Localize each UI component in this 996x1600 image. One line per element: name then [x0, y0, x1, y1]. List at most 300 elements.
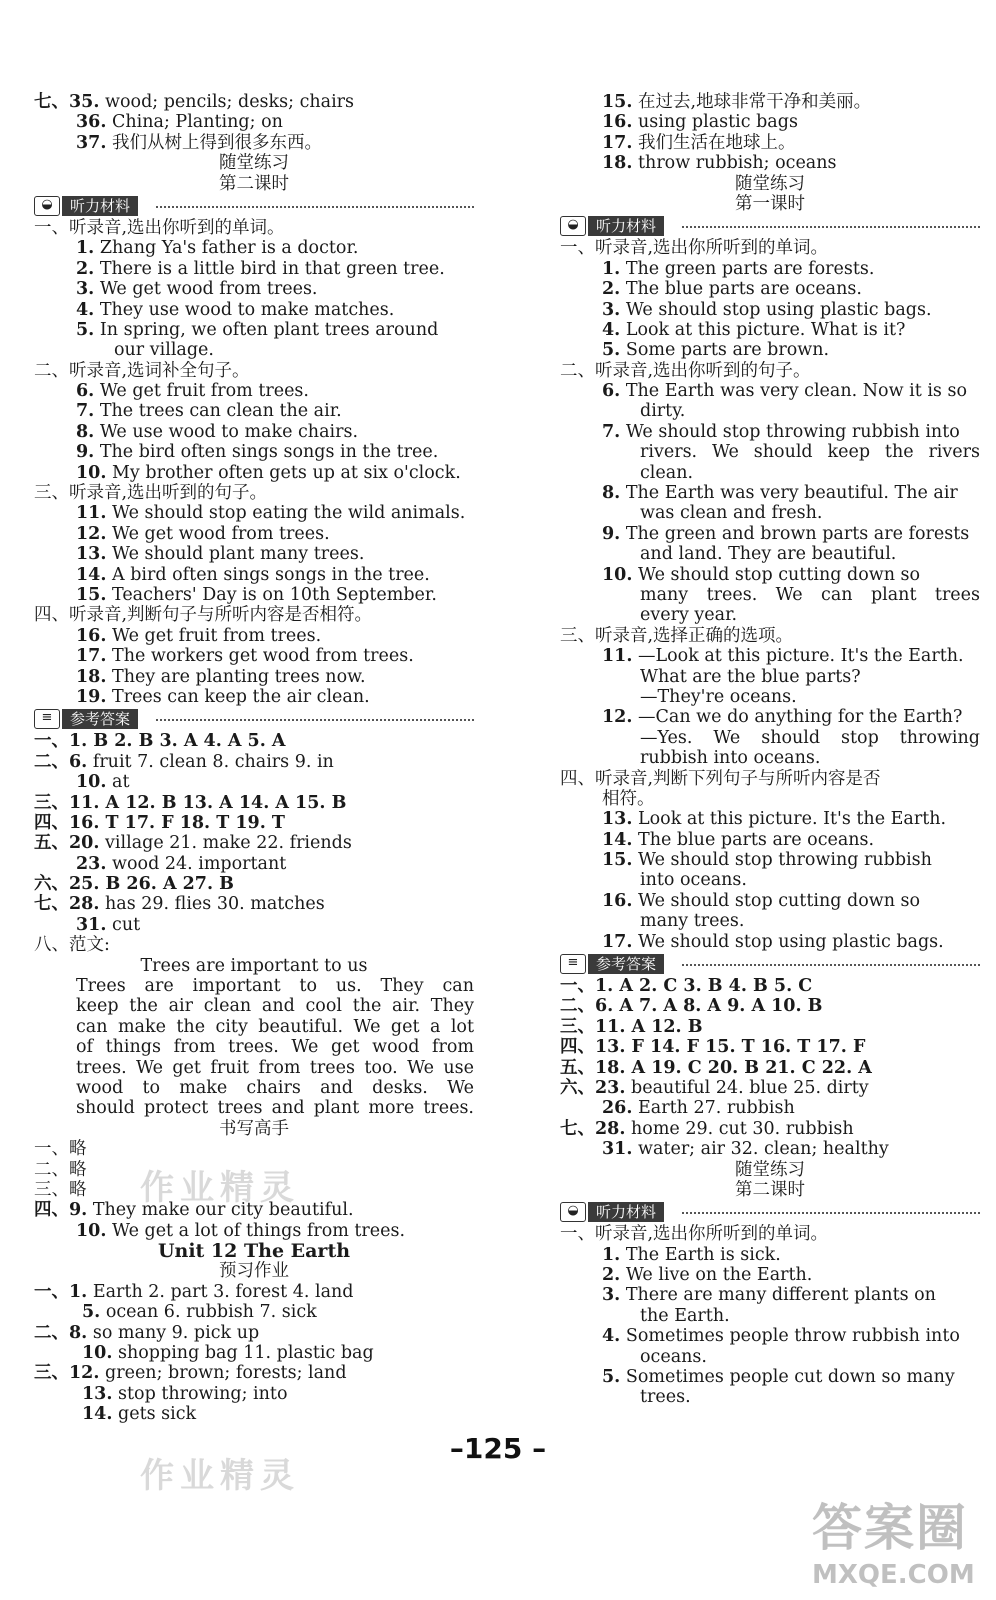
item-number: 4. [602, 1326, 621, 1347]
item-number: 一、1. [34, 1281, 88, 1302]
text-line [560, 1326, 980, 1346]
text-line [34, 544, 474, 564]
text-line [34, 605, 474, 625]
item-number: 31. [76, 914, 107, 935]
item-text: The trees can clean the air. [94, 401, 342, 422]
item-number: 8. [602, 483, 621, 504]
item-text: Sometimes people cut down so many [620, 1367, 955, 1388]
item-text: The blue parts are oceans. [632, 829, 875, 850]
item-text: and land. They are beautiful. [640, 544, 897, 565]
text-line [560, 1387, 980, 1407]
item-number: 31. [602, 1139, 633, 1160]
text-line [560, 1017, 980, 1037]
item-text: 随堂练习 [735, 173, 805, 194]
text-line [560, 626, 980, 646]
item-number: 9. [602, 523, 621, 544]
section-label: 参考答案 [62, 709, 138, 729]
item-number: 2. [76, 258, 95, 279]
text-line [560, 707, 980, 727]
item-number: 26. [602, 1098, 633, 1119]
item-text: They make our city beautiful. [87, 1200, 354, 1221]
text-line [34, 300, 474, 320]
item-number: 5. [82, 1302, 101, 1323]
text-line [560, 483, 980, 503]
text-line [560, 174, 980, 194]
item-text: We should stop cutting down so [632, 890, 921, 911]
text-line [34, 92, 474, 112]
item-number: 1. [602, 258, 621, 279]
item-number: 五、18. A 19. C 20. B 21. C 22. A [560, 1057, 872, 1078]
item-text: The workers get wood from trees. [106, 646, 414, 667]
text-line [560, 932, 980, 952]
text-line [560, 728, 980, 748]
item-number: 5. [602, 340, 621, 361]
text-line [34, 483, 474, 503]
item-text: We use wood to make chairs. [94, 421, 359, 442]
text-line [34, 340, 474, 360]
item-number: 14. [76, 564, 107, 585]
headphones-icon: ◒ [560, 1202, 586, 1222]
item-number: 三、11. A 12. B 13. A 14. A 15. B [34, 792, 347, 813]
item-text: 一、听录音,选出你听到的单词。 [34, 217, 285, 238]
text-line [34, 646, 474, 666]
text-line [560, 92, 980, 112]
item-number: 七、28. [34, 894, 100, 915]
item-text: There is a little bird in that green tree. [94, 258, 445, 279]
item-text: rubbish into oceans. [640, 748, 821, 769]
text-line [34, 153, 474, 173]
text-line [560, 748, 980, 768]
text-line [34, 1404, 474, 1424]
logo-text: 答案圈 [812, 1499, 968, 1557]
text-line [560, 463, 980, 483]
item-number: 18. [602, 153, 633, 174]
item-text: The Earth was very clean. Now it is so [620, 381, 967, 402]
text-line [34, 1323, 474, 1343]
item-number: 1. [76, 238, 95, 259]
item-text: We get a lot of things from trees. [106, 1220, 406, 1241]
headphones-icon: ◒ [560, 216, 586, 236]
item-number: 11. [602, 646, 633, 667]
item-text: We get wood from trees. [94, 279, 318, 300]
text-line [34, 422, 474, 442]
text-line [560, 976, 980, 996]
item-number: 4. [602, 319, 621, 340]
item-text: 四、听录音,判断句子与所听内容是否相符。 [34, 605, 373, 626]
text-line [560, 340, 980, 360]
text-line [560, 605, 980, 625]
text-line [560, 279, 980, 299]
section-label: 听力材料 [62, 196, 138, 216]
text-line [34, 1078, 474, 1098]
item-number: 10. [76, 772, 107, 793]
answer-icon: ≡ [560, 954, 586, 974]
item-text: 一、听录音,选出你所听到的单词。 [560, 1224, 829, 1245]
item-text: oceans. [640, 1346, 707, 1367]
item-number: 四、9. [34, 1200, 88, 1221]
text-line [560, 320, 980, 340]
item-text: We should plant many trees. [106, 544, 365, 565]
text-line [34, 996, 474, 1016]
item-text: Trees are important to us. They can [76, 976, 474, 997]
page-number: –125 – [449, 1432, 547, 1465]
text-line [34, 626, 474, 646]
item-text: has 29. flies 30. matches [99, 894, 325, 915]
item-text: What are the blue parts? [640, 666, 861, 687]
text-line [560, 259, 980, 279]
item-text: Some parts are brown. [620, 340, 830, 361]
item-number: 2. [602, 1265, 621, 1286]
item-number: 一、1. B 2. B 3. A 4. A 5. A [34, 731, 286, 752]
text-line [34, 772, 474, 792]
item-text: of things from trees. We get wood from [76, 1037, 474, 1058]
item-text: home 29. cut 30. rubbish [625, 1118, 854, 1139]
text-line [560, 585, 980, 605]
text-line [560, 1078, 980, 1098]
item-text: 一、略 [34, 1139, 87, 1160]
section-badge [560, 1202, 664, 1222]
item-text: rivers. We should keep the rivers [640, 442, 980, 463]
text-line [560, 1160, 980, 1180]
text-line [34, 279, 474, 299]
item-text: so many 9. pick up [87, 1322, 260, 1343]
section-label: 听力材料 [588, 1202, 664, 1222]
item-text: 二、听录音,选出你听到的句子。 [560, 360, 811, 381]
item-text: fruit 7. clean 8. chairs 9. in [87, 751, 334, 772]
item-number: 15. [602, 92, 633, 112]
item-number: 2. [602, 279, 621, 300]
dotted-rule [156, 206, 474, 208]
item-number: 七、28. [560, 1118, 626, 1139]
corner-logo [812, 1488, 982, 1592]
section-badge [560, 954, 664, 974]
item-number: 15. [76, 584, 107, 605]
text-line [560, 911, 980, 931]
item-number: 四、13. F 14. F 15. T 16. T 17. F [560, 1037, 866, 1058]
item-text: 第二课时 [219, 173, 289, 194]
text-line [34, 259, 474, 279]
text-line [560, 238, 980, 258]
item-text: My brother often gets up at six o'clock. [106, 462, 461, 483]
text-line [560, 1139, 980, 1159]
item-text: keep the air clean and cool the air. They [76, 996, 474, 1017]
item-number: 17. [76, 646, 107, 667]
item-text: We should stop cutting down so [632, 564, 921, 585]
text-line [560, 809, 980, 829]
text-line [34, 320, 474, 340]
item-text: using plastic bags [632, 112, 798, 133]
text-line [34, 1261, 474, 1281]
text-line [560, 565, 980, 585]
item-text: Unit 12 The Earth [157, 1240, 351, 1263]
text-line [560, 667, 980, 687]
text-line [34, 687, 474, 707]
item-text: The bird often sings songs in the tree. [94, 442, 439, 463]
text-line [560, 1367, 980, 1387]
item-number: 4. [76, 299, 95, 320]
item-text: shopping bag 11. plastic bag [112, 1343, 374, 1364]
item-text: The green parts are forests. [620, 258, 875, 279]
item-number: 37. [76, 132, 107, 153]
item-text: We live on the Earth. [620, 1265, 813, 1286]
dotted-rule [682, 226, 980, 228]
item-text: The Earth was very beautiful. The air [620, 483, 958, 504]
item-text: 一、听录音,选出你所听到的单词。 [560, 238, 829, 259]
item-text: We should stop using plastic bags. [620, 299, 932, 320]
item-text: water; air 32. clean; healthy [632, 1139, 889, 1160]
item-text: We should stop throwing rubbish [632, 850, 932, 871]
text-line [560, 1098, 980, 1118]
item-text: Zhang Ya's father is a doctor. [94, 238, 359, 259]
item-number: 10. [76, 462, 107, 483]
text-line [560, 442, 980, 462]
text-line [560, 153, 980, 173]
text-line [34, 1139, 474, 1159]
text-line [560, 1224, 980, 1244]
item-text: Earth 27. rubbish [632, 1098, 795, 1119]
item-number: 17. [602, 132, 633, 153]
item-text: the Earth. [640, 1305, 730, 1326]
item-text: 随堂练习 [219, 153, 289, 174]
right-column [560, 92, 980, 1408]
item-text: into oceans. [640, 870, 747, 891]
item-text: —Can we do anything for the Earth? [632, 707, 963, 728]
text-line [560, 1285, 980, 1305]
text-line [560, 891, 980, 911]
text-line [560, 850, 980, 870]
item-text: green; brown; forests; land [99, 1363, 347, 1384]
item-number: 二、8. [34, 1322, 88, 1343]
item-text: 我们从树上得到很多东西。 [106, 132, 323, 153]
item-number: 五、20. [34, 833, 100, 854]
section-badge [34, 709, 138, 729]
item-text: 二、略 [34, 1159, 87, 1180]
item-text: stop throwing; into [112, 1383, 288, 1404]
item-number: 一、1. A 2. C 3. B 4. B 5. C [560, 976, 813, 997]
item-number: 六、25. B 26. A 27. B [34, 874, 234, 895]
item-text: In spring, we often plant trees around [94, 319, 439, 340]
text-line [560, 1180, 980, 1200]
item-text: ocean 6. rubbish 7. sick [100, 1302, 317, 1323]
item-text: should protect trees and plant more trees. [76, 1098, 474, 1119]
item-number: 三、11. A 12. B [560, 1016, 703, 1037]
item-number: 5. [602, 1367, 621, 1388]
text-line [560, 381, 980, 401]
item-text: many trees. [640, 911, 745, 932]
text-line [34, 1282, 474, 1302]
item-text: —Look at this picture. It's the Earth. [632, 646, 964, 667]
item-text: clean. [640, 462, 694, 483]
section-header-listening [560, 1201, 980, 1223]
text-line [34, 1119, 474, 1139]
text-line [34, 381, 474, 401]
item-text: wood; pencils; desks; chairs [99, 92, 355, 112]
item-text: 三、听录音,选择正确的选项。 [560, 625, 794, 646]
text-line [560, 524, 980, 544]
text-line [560, 401, 980, 421]
item-text: 预习作业 [219, 1261, 289, 1282]
item-text: 三、听录音,选出听到的句子。 [34, 483, 268, 504]
item-text: was clean and fresh. [640, 503, 823, 524]
item-text: We get fruit from trees. [106, 625, 322, 646]
text-line [560, 1306, 980, 1326]
item-text: 二、听录音,选词补全句子。 [34, 360, 250, 381]
text-line [34, 585, 474, 605]
item-text: China; Planting; on [106, 112, 283, 133]
text-line [34, 401, 474, 421]
text-line [34, 565, 474, 585]
text-line [560, 503, 980, 523]
item-number: 四、16. T 17. F 18. T 19. T [34, 812, 285, 833]
item-text: 第一课时 [735, 193, 805, 214]
text-line [560, 687, 980, 707]
text-line [34, 874, 474, 894]
item-number: 六、23. [560, 1077, 626, 1098]
item-number: 10. [82, 1343, 113, 1364]
item-text: wood 24. important [106, 853, 287, 874]
dotted-rule [682, 964, 980, 966]
watermark: 作业精灵 [140, 1168, 300, 1208]
item-number: 9. [76, 442, 95, 463]
item-text: We should stop eating the wild animals. [106, 503, 466, 524]
text-line [560, 830, 980, 850]
text-line [560, 1265, 980, 1285]
item-number: 19. [76, 686, 107, 707]
item-number: 13. [82, 1383, 113, 1404]
text-line [34, 854, 474, 874]
item-text: throw rubbish; oceans [632, 153, 837, 174]
text-line [34, 1017, 474, 1037]
text-line [560, 1058, 980, 1078]
text-line [34, 894, 474, 914]
text-line [34, 1037, 474, 1057]
item-text: our village. [114, 340, 214, 361]
text-line [34, 1302, 474, 1322]
item-text: 相符。 [602, 788, 655, 809]
item-number: 11. [76, 503, 107, 524]
text-line [560, 769, 980, 789]
item-text: wood to make chairs and desks. We [76, 1077, 474, 1098]
item-number: 16. [76, 625, 107, 646]
item-text: We get wood from trees. [106, 523, 330, 544]
item-number: 6. [602, 381, 621, 402]
text-line [560, 422, 980, 442]
text-line [34, 813, 474, 833]
text-line [34, 503, 474, 523]
section-header-listening [560, 215, 980, 237]
item-number: 16. [602, 890, 633, 911]
item-text: 随堂练习 [735, 1159, 805, 1180]
item-text: 四、听录音,判断下列句子与所听内容是否 [560, 768, 881, 789]
item-number: 3. [602, 1285, 621, 1306]
item-text: Trees can keep the air clean. [106, 686, 370, 707]
item-text: many trees. We can plant trees [640, 584, 980, 605]
text-line [34, 112, 474, 132]
text-line [34, 976, 474, 996]
item-number: 16. [602, 112, 633, 133]
item-text: There are many different plants on [620, 1285, 936, 1306]
item-text: The blue parts are oceans. [620, 279, 862, 300]
item-text: village 21. make 22. friends [99, 833, 352, 854]
item-text: We get fruit from trees. [94, 381, 309, 402]
text-line [34, 1384, 474, 1404]
item-number: 8. [76, 421, 95, 442]
item-number: 二、6. A 7. A 8. A 9. A 10. B [560, 996, 823, 1017]
item-text: Sometimes people throw rubbish into [620, 1326, 960, 1347]
text-line [560, 133, 980, 153]
answer-icon: ≡ [34, 709, 60, 729]
logo-url: MXQE.COM [812, 1560, 975, 1590]
item-text: We should stop using plastic bags. [632, 931, 944, 952]
item-number: 12. [76, 523, 107, 544]
item-number: 12. [602, 707, 633, 728]
item-text: every year. [640, 605, 738, 626]
text-line [34, 1343, 474, 1363]
item-text: They are planting trees now. [106, 666, 366, 687]
item-text: They use wood to make matches. [94, 299, 395, 320]
item-text: 在过去,地球非常干净和美丽。 [632, 92, 872, 112]
item-text: cut [106, 914, 141, 935]
item-text: Earth 2. part 3. forest 4. land [87, 1281, 354, 1302]
text-line [34, 752, 474, 772]
item-number: 5. [76, 319, 95, 340]
text-line [34, 1221, 474, 1241]
item-text: Trees are important to us [140, 955, 368, 976]
item-text: 八、范文: [34, 935, 110, 956]
text-line [34, 174, 474, 194]
section-label: 听力材料 [588, 216, 664, 236]
text-line [34, 218, 474, 238]
item-number: 7. [602, 421, 621, 442]
item-number: 3. [76, 279, 95, 300]
section-badge [34, 196, 138, 216]
item-number: 14. [602, 829, 633, 850]
item-number: 17. [602, 931, 633, 952]
dotted-rule [682, 1212, 980, 1214]
text-line [560, 361, 980, 381]
text-line [34, 731, 474, 751]
section-header-answers [560, 953, 980, 975]
text-line [34, 956, 474, 976]
item-number: 10. [602, 564, 633, 585]
item-text: 第二课时 [735, 1179, 805, 1200]
item-number: 10. [76, 1220, 107, 1241]
item-text: We should stop throwing rubbish into [620, 421, 960, 442]
text-line [34, 463, 474, 483]
text-line [34, 1098, 474, 1118]
item-text: Teachers' Day is on 10th September. [106, 584, 437, 605]
text-line [34, 935, 474, 955]
text-line [560, 1347, 980, 1367]
item-number: 14. [82, 1404, 113, 1425]
text-line [34, 361, 474, 381]
item-text: 三、略 [34, 1179, 87, 1200]
item-text: beautiful 24. blue 25. dirty [625, 1077, 869, 1098]
left-column [34, 92, 474, 1425]
dotted-rule [156, 719, 474, 721]
text-line [34, 667, 474, 687]
item-text: can make the city beautiful. We get a lot [76, 1016, 474, 1037]
item-text: 书写高手 [219, 1118, 289, 1139]
text-line [560, 870, 980, 890]
text-line [34, 1058, 474, 1078]
item-number: 6. [76, 381, 95, 402]
item-number: 18. [76, 666, 107, 687]
item-number: 三、12. [34, 1363, 100, 1384]
item-text: gets sick [112, 1404, 197, 1425]
item-text: A bird often sings songs in the tree. [106, 564, 430, 585]
text-line [34, 1241, 474, 1261]
